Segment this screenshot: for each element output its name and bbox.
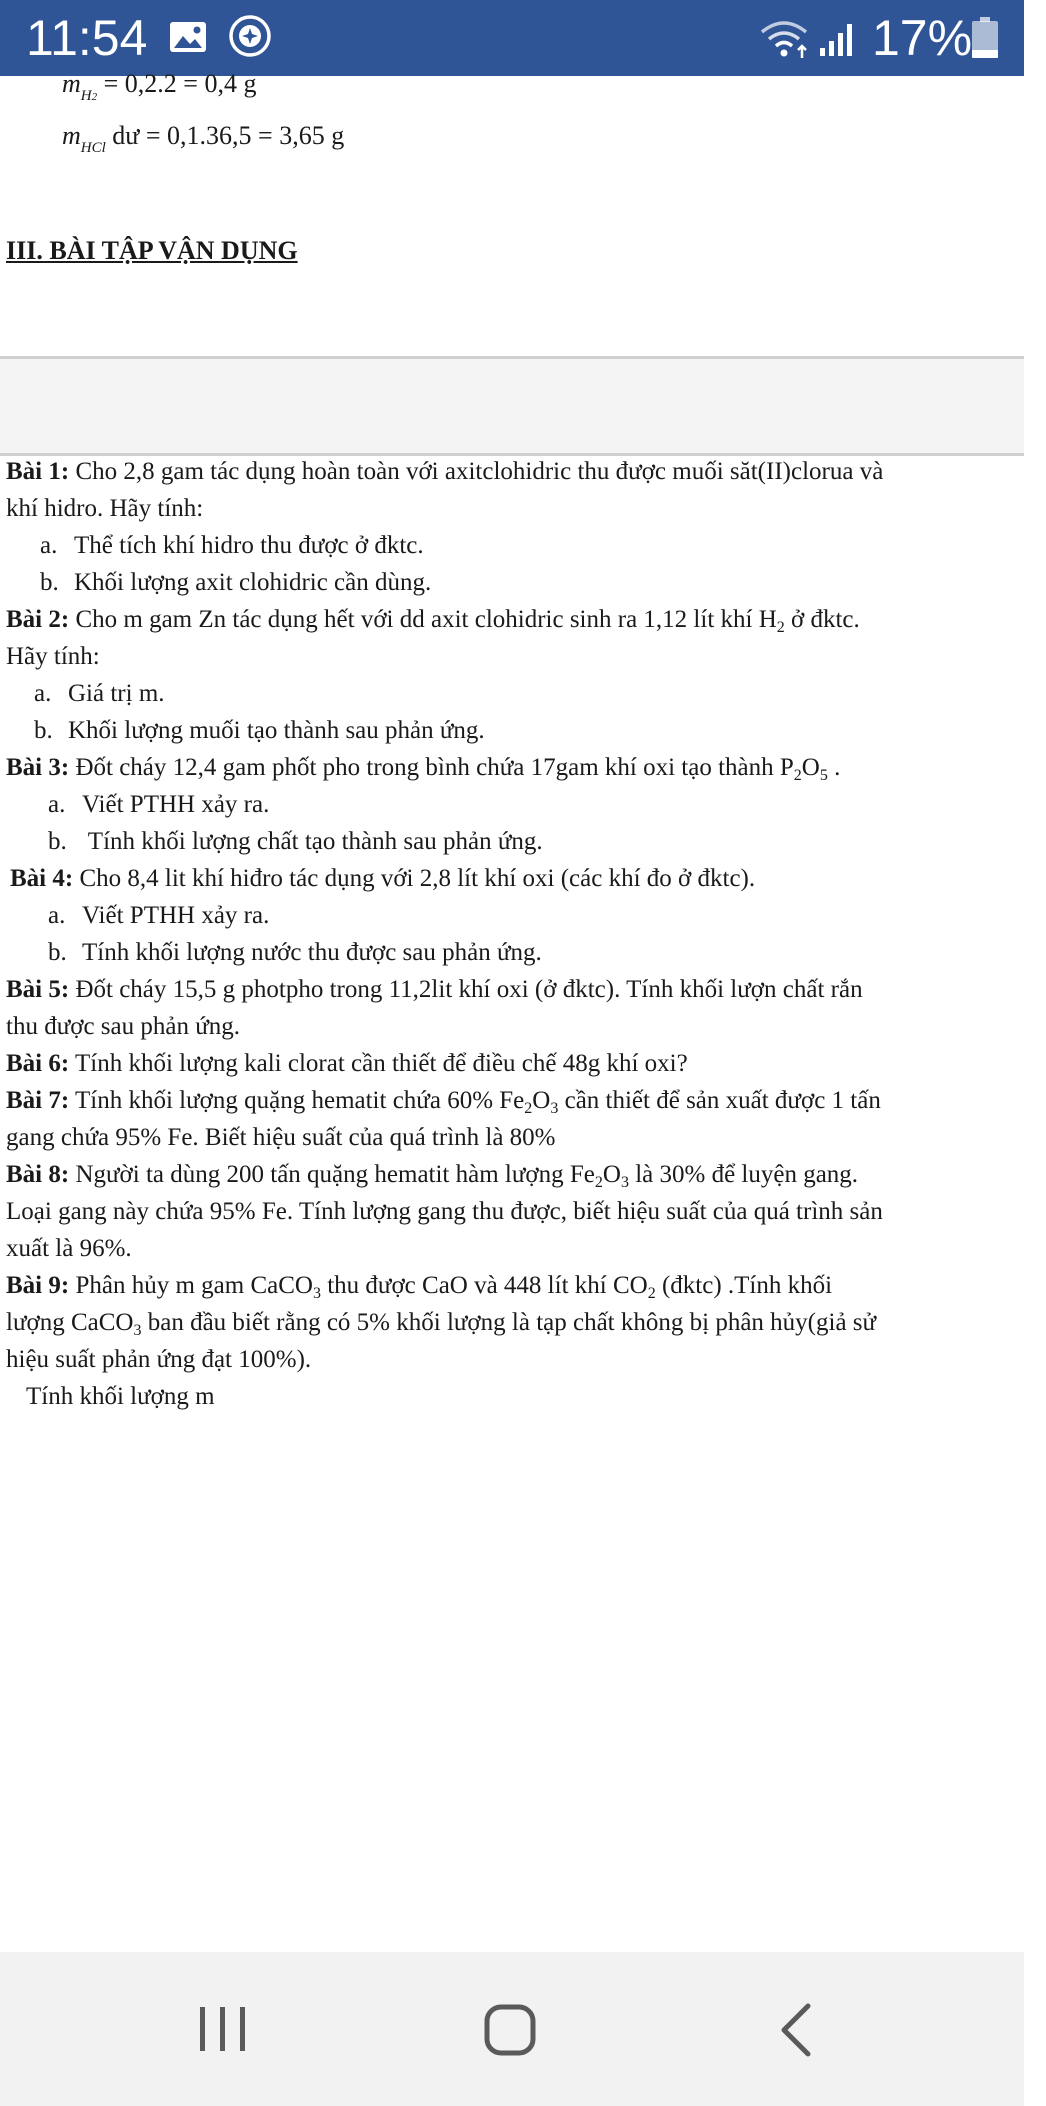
- exercise-4-part-a: a. Viết PTHH xảy ra.: [48, 902, 270, 929]
- exercise-3-line: Bài 3: Đốt cháy 12,4 gam phốt pho trong bình chứa 17gam khí oxi tạo thành $P_2O_5$ .: [6, 754, 841, 784]
- formula-mass-h2: $m_{H2} = 0,2.2 = 0,4$ g: [62, 69, 257, 104]
- exercise-1-part-b: b. Khối lượng axit clohidric cần dùng.: [40, 569, 432, 596]
- wifi-icon: [758, 16, 814, 60]
- battery-icon: [970, 16, 1000, 60]
- exercise-5-line: thu được sau phản ứng.: [6, 1013, 241, 1040]
- exercise-7-line: Bài 7: Tính khối lượng quặng hematit chứa 60% $Fe_2O_3$ cần thiết để sản xuất được 1 tấn: [6, 1087, 881, 1117]
- exercise-list: [6, 453, 1046, 1415]
- exercise-9-line: hiệu suất phản ứng đạt 100%).: [6, 1346, 312, 1373]
- exercise-2-part-a: a. Giá trị m.: [34, 680, 165, 707]
- exercise-3-part-b: b. Tính khối lượng chất tạo thành sau phản ứng.: [48, 828, 543, 855]
- app-icon: [228, 14, 272, 58]
- exercise-9-line: lượng CaCO$_3$ ban đầu biết rằng có 5% khối lượng là tạp chất không bị phân hủy(giả sử: [6, 1309, 877, 1339]
- navigation-bar: [0, 1952, 1024, 2106]
- exercise-9-line: Bài 9: Phân hủy m gam CaCO$_3$ thu được CaO và 448 lít khí $CO_2$ (đktc) .Tính khối: [6, 1272, 833, 1302]
- back-icon[interactable]: [776, 2002, 816, 2058]
- exercise-7-line: gang chứa 95% Fe. Biết hiệu suất của quá trình là 80%: [6, 1124, 556, 1151]
- exercise-2-line: Hãy tính:: [6, 643, 100, 670]
- home-icon[interactable]: [482, 2002, 538, 2058]
- battery-percentage: 17%: [872, 10, 973, 66]
- exercise-5-line: Bài 5: Đốt cháy 15,5 g photpho trong 11,2lit khí oxi (ở đktc). Tính khối lượn chất rắn: [6, 976, 863, 1003]
- exercise-1-part-a: a. Thể tích khí hidro thu được ở đktc.: [40, 532, 424, 559]
- status-time: 11:54: [26, 10, 148, 66]
- exercise-2-line: Bài 2: Cho m gam Zn tác dụng hết với dd axit clohidric sinh ra 1,12 lít khí $H_2$ ở đktc.: [6, 606, 860, 636]
- section-heading: III. BÀI TẬP VẬN DỤNG: [6, 236, 298, 265]
- recent-apps-icon[interactable]: [196, 2004, 250, 2054]
- exercise-4-part-b: b. Tính khối lượng nước thu được sau phản ứng.: [48, 939, 542, 966]
- document-view[interactable]: [0, 69, 1024, 1952]
- exercise-9-question: Tính khối lượng m: [26, 1383, 215, 1410]
- exercise-3-part-a: a. Viết PTHH xảy ra.: [48, 791, 270, 818]
- exercise-4-line: Bài 4: Cho 8,4 lit khí hiđro tác dụng với 2,8 lít khí oxi (các khí đo ở đktc).: [10, 865, 756, 892]
- exercise-2-part-b: b. Khối lượng muối tạo thành sau phản ứng.: [34, 717, 485, 744]
- exercise-8-line: Bài 8: Người ta dùng 200 tấn quặng hematit hàm lượng $Fe_2O_3$ là 30% để luyện gang.: [6, 1161, 859, 1191]
- gallery-icon: [168, 20, 208, 54]
- exercise-8-line: Loại gang này chứa 95% Fe. Tính lượng gang thu được, biết hiệu suất của quá trình sản: [6, 1198, 883, 1225]
- page-break: [0, 356, 1024, 456]
- exercise-1-line: khí hidro. Hãy tính:: [6, 495, 204, 522]
- status-bar: [0, 0, 1024, 76]
- exercise-6-line: Bài 6: Tính khối lượng kali clorat cần thiết để điều chế 48g khí oxi?: [6, 1050, 688, 1077]
- exercise-8-line: xuất là 96%.: [6, 1235, 132, 1262]
- signal-icon: [818, 22, 854, 58]
- exercise-1-line: Bài 1: Cho 2,8 gam tác dụng hoàn toàn với axitclohidric thu được muối săt(II)clorua và: [6, 458, 884, 485]
- formula-mass-hcl: $m_{HCl}$ dư = 0,1.36,5 = 3,65 g: [62, 121, 345, 156]
